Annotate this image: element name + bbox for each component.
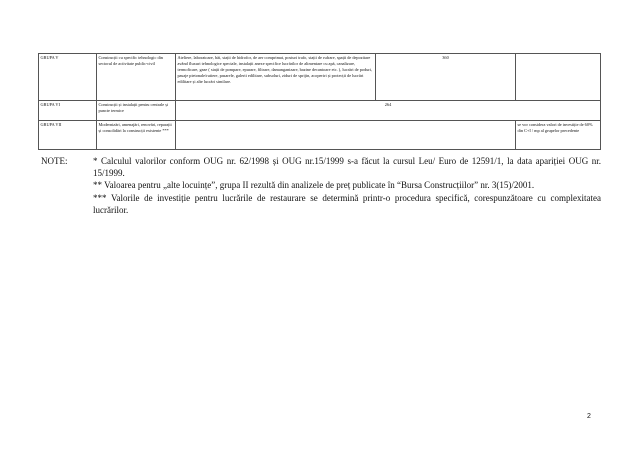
construction-type-cell: Construcții cu specific tehnologic din sectorul de activitate public-civil: [97, 54, 176, 101]
details-cell: Ateliere, laboratoare, băi, stații de hidrofor, de aer comprimat, posturi trafo, stații de rufrare, spații de depozitare având fluxuri tehnologice speciale, instalații anexe specifice lucrărilor de alimentare cu apă, canalizare, termoficare, gaze ( stații de pompare, epurare, filtrare, damanganizare, bazine decantoare etc. ), lucrări de poduri, pasaje pietonale/rutiere, pasarele, galerii edilitare, subsoluri, ziduri de sprijin, acoperiri și protecții de lucrări edilitare și alte lucrări similare.: [176, 54, 376, 101]
note-line: ** Valoarea pentru „alte locuințe”, grupa II rezultă din analizele de preț publicate în “Bursa Construcțiilor” nr. 3(15)/2001.: [93, 180, 535, 191]
notes-body: [93, 155, 601, 216]
note-cell: se vor considera valori de investiție de 60% din C+I / mp al grupelor precedente: [516, 121, 601, 150]
construction-type-cell: Construcții și instalații pentru centrale și puncte termice: [97, 101, 176, 121]
value-cell: 264: [176, 101, 601, 121]
construction-groups-table: [38, 53, 601, 150]
page-number: 2: [587, 413, 591, 420]
note-line: *** Valorile de investiție pentru lucrările de restaurare se determină printr-o procedura specifică, corespunzătoare cu complexitatea lucrărilor.: [93, 192, 601, 215]
value-cell: 360: [376, 54, 516, 101]
construction-type-cell: Modernizări, amenajări, renovări, reparații și consolidări la construcții existente ***: [97, 121, 176, 150]
group-cell: GRUPA VII: [39, 121, 97, 150]
group-cell: GRUPA VI: [39, 101, 97, 121]
notes-label: NOTE:: [41, 156, 68, 166]
note-cell: [516, 54, 601, 101]
table-row: [39, 101, 601, 121]
table-row: [39, 121, 601, 150]
note-line: * Calculul valorilor conform OUG nr. 62/1998 și OUG nr.15/1999 s-a făcut la cursul Leu/ Euro de 12591/1, la data apariției OUG nr. 15/1999.: [93, 156, 601, 179]
notes-section: [41, 155, 601, 216]
table-row: [39, 54, 601, 101]
details-cell: [176, 121, 516, 150]
group-cell: GRUPA V: [39, 54, 97, 101]
